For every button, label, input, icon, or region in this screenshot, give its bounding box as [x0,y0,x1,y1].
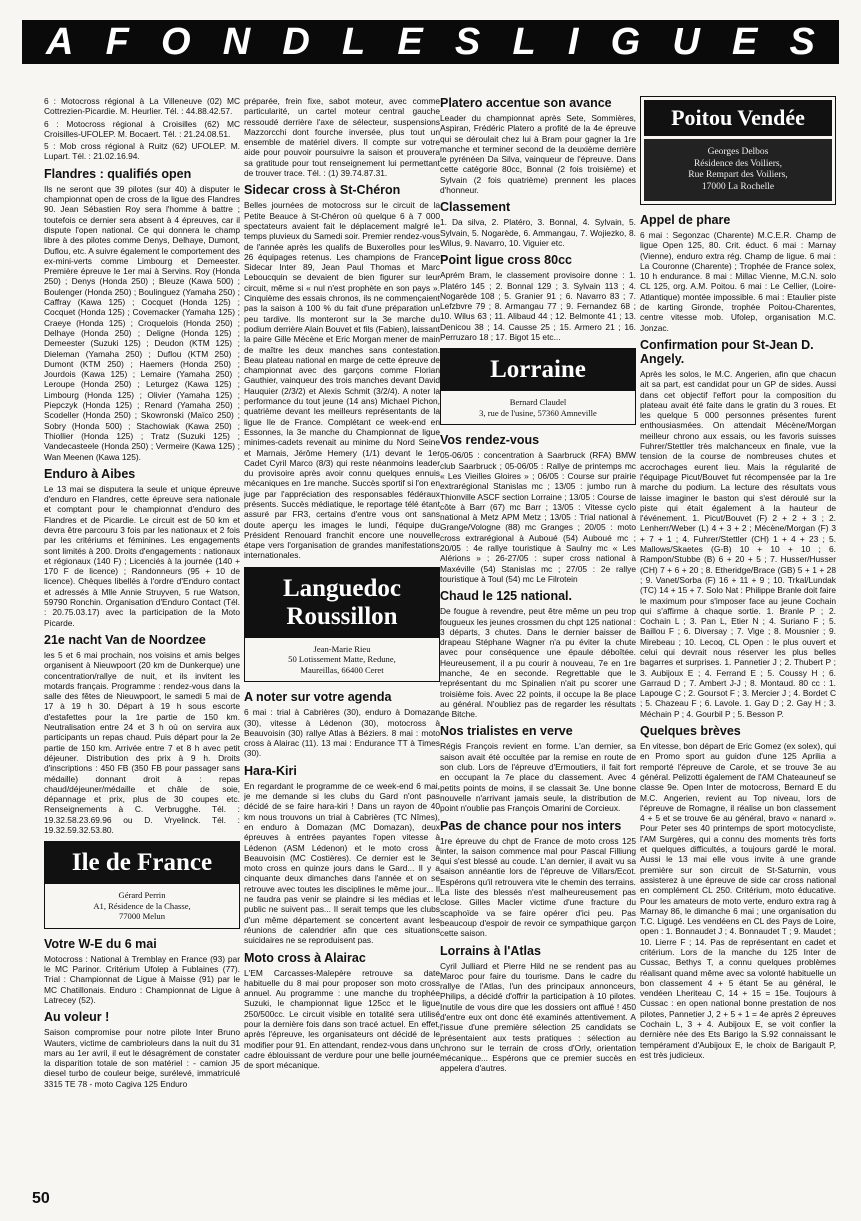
region-box-ile-de-france [44,841,240,929]
article-heading: Confirmation pour St-Jean D. Angely. [640,337,814,366]
article-heading: Chaud le 125 national. [440,589,572,604]
region-box-languedoc-roussillon [244,567,440,683]
region-title: Languedoc Roussillon [245,568,439,638]
article-text: Le 13 mai se disputera la seule et unique épreuve d'enduro en Flandres, cette épreuve sera nationale et comptant pour le championnat d'enduro des Flandres et de Picardie. Le circuit est de 50 km et devra être parcouru 3 fois par les nationaux et 2 fois par les critériums et féminines. Les engagements sont limités à 200. Droits d'engagements : nationaux et régionaux (140 F) ; Licenciés à la journée (140 + 170 F de licence) ; Randonneurs (95 + 10 de licence). Chèques libellés à l'ordre d'Enduro contact et adressés à Mlle Annie Struyven, 5 rue Watson, 59790 Ronchin. Organisation d'Enduro Contact (Tél. : 20.75.03.17) avec la participation de la Moto Picarde. [44,483,240,628]
article-text: Belles journées de motocross sur le circuit de la Petite Beauce à St-Chéron où quelque 6 à 7 000 spectateurs avaient fait le déplacement malgré le temps pluvieux du Samedi soir. Premier rendez-vous de l'année après les qualifs de Buxerolles pour les 26 équipages retenus. Les champions de France Sidecar Inter 89, Jean Paul Thomas et Marc Leboucquin se devaient de bien figurer sur leur circuit, même si « nul n'est prophète en son pays ». Cinquième des essais chronos, ils ne commençaient pas la saison à 100 % du fait d'une préparation un peu tardive. Ils monteront sur la 3e marche du podium derrière Alain Bouvet et fils (Fabien), laissant la paire Gille Mécène et Eric Morgan mener de main de maître les deux manches sans contestation. Beau plateau national en marge de cette épreuve de championnat avec des garçons comme Florian Gauthier, vainqueur des trois manches devant David Hauquier (2/3/2) et Alexis Schmit (3/2/4). A noter la performance du tout jeune (14 ans) Michael Pichon, quatrième devant les meilleurs représentants de la ligue Ile de France. Complétant ce week-end en Essonnes, la 3e manche du Championnat de ligue minimes-cadets revenait au minime du Nord Seine et Marnais, Jérôme Hemery (1/1) devant le 1er Cadet Cyril Marco (8/3) qui reste néanmoins leader du provisoire après avoir connu quelques ennuis mécaniques en 1re manche. Succès sportif si l'on en juge par l'appréciation des responsables fédéraux présents. Succès médiatique, le reportage télé étant assuré par FR3, certains d'entre vous ont sans doute aperçu les images le lundi, l'équipe du Président Renouard franchit encore une nouvelle étape vers l'organisation de grandes manifestations internationales. [244,200,440,561]
article-text: Cyril Julliard et Pierre Hild ne se rendent pas au Maroc pour faire du tourisme. Dans le cadre du rallye de l'Atlas, l'un des principaux annonceurs, Philips, a décidé d'offrir la participation à 10 pilotes. Inutile de vous dire que les dossiers ont afflué ! 450 d'entre eux ont donc été examinés attentivement. A l'issue d'une première sélection 25 candidats se présentaient aux tests pratiques : sélection au chrono sur le terrain de cross d'Orly, orientation mécanique... Espérons que ce premier succès en appelera d'autres. [440,960,636,1074]
event-line: 5 : Mob cross régional à Ruitz (62) UFOLEP. M. Lupart. Tél. : 21.02.16.94. [44,141,240,162]
region-address [45,884,239,928]
article-text: Régis François revient en forme. L'an dernier, sa saison avait été occultée par la remise en route de son club. Lors de l'épreuve d'Ermoutiers, il fait fort en occupant la 7e place du classement. Avec 4 petits points de moins, il se classait 3e. Une bonne nouvelle n'arrivant jamais seule, la distribution de point n'oublie pas François Omarini de Corcieux. [440,741,636,814]
article-heading: Lorrains à l'Atlas [440,943,541,958]
article-text: Saison compromise pour notre pilote Inter Bruno Wauters, victime de cambrioleurs dans la nuit du 31 mars au 1er avril, il eut le désagrément de constater la disparition totale de son matériel : - camion J5 diesel turbo de couleur beige, surélevé, immatriculé 3315 TE 78 - moto Cagiva 125 Enduro [44,1027,240,1089]
section-banner [22,20,839,64]
region-box-poitou-vendee [640,96,836,205]
banner-letter: L [342,21,366,63]
address-line: 50 Lotissement Matte, Redune, [288,654,396,665]
region-box-lorraine [440,348,636,425]
article-text: les 5 et 6 mai prochain, nos voisins et amis belges organisent à Nieuwpoort (20 km de Dunkerque) une concentration/rallye de nuit, et ils invitent les motards français. Programme : rendez-vous dans la salle des fêtes de Nieuwpoort, le samedi 5 mai de 17 à 19 h 30. Départ à 19 h sous escorte d'estafettes pour la 1re partie de 150 km. Neutralisation entre 24 et 3 h où on servira aux participants un repas chaud. Puis départ pour la 2e partie de 150 km. Arrivée entre 7 et 8 h avec petit déjeuner. Distribution des prix à 9 h. Droits d'inscriptions : 450 FB (350 FB pour passager sans médaille) donnant droit à : repas chaud/déjeuner/médaille et châle de soie, dépannage et prix, plus de 30 coupes etc. Renseignements à C. Verbrugghe. Tél. : 19.32.58.23.69.96 ou D. Vryelinck. Tél. : 19.32.59.32.53.80. [44,649,240,835]
article-text: Ils ne seront que 39 pilotes (sur 40) à disputer le championnat open de cross de la ligue des Flandres 90. Jean Sébastien Roy sera l'homme à battre ; toutefois ce dernier sera absent à 4 épreuves, car il dispute l'open national. Ce qui donnera le champ libre à des pilotes comme Denys, Delhaye, Dumont, Duflou, etc. A suivre également le comportement des ex-mini-verts comme Limbourg et Demeester. Première épreuve le 1er mai à Servins. Roy (Honda 250) ; Denys (Honda 250) ; Bleuze (Kawa 500) ; Boulenger (Honda 250) ; Boulinguez (Yamaha 250) ; Caffray (Kawa 125) ; Cocquet (Honda 125) ; Cocquet (Honda 125) ; Covemacker (Yamaha 125) ; Craeye (Honda 125) ; Croquelois (Honda 250) ; Delhaye (Honda 250) ; Deligne (Honda 125) ; Demeester (Suzuki 125) ; Deudon (KTM 125) ; Dieleman (Yamaha 250) ; Duflou (KTM 250) ; Dumont (KTM 250) ; Haemers (Honda 250) ; Jourdois (Kawa 125) ; Lemaire (Yamaha 250) ; Leroupe (Honda 250) ; Leturgez (Kawa 125) ; Limbourg (Honda 125) ; Olivier (Yamaha 125) ; Piepczyk (Honda 125) ; Renard (Yamaha 250) ; Scodeller (Honda 250) ; Skowronski (Maïco 250) ; Sobry (Honda 500) ; Stachowiak (Kawa 250) ; Thiollier (Honda 125) ; Tratz (Suzuki 125) ; Vandecasteele (Honda 250) ; Vermeire (Kawa 125) ; Wan Meenen (Kawa 125). [44,183,240,462]
region-address [441,391,635,424]
banner-letter: U [672,21,700,63]
banner-letter: N [222,21,251,63]
banner-letter: S [454,21,481,63]
article-heading: Classement [440,200,511,215]
article-heading: Hara-Kiri [244,763,297,778]
address-line: Jean-Marie Rieu [313,643,371,654]
banner-letter: E [731,21,758,63]
region-address [644,139,832,201]
article-heading: Au voleur ! [44,1010,110,1025]
banner-letter: O [161,21,191,63]
banner-letter: L [512,21,536,63]
address-line: 17000 La Rochelle [701,181,775,192]
article-text: 6 mai : Segonzac (Charente) M.C.E.R. Champ de ligue Open 125, 80. Crit. éduct. 6 mai : Marnay (Vienne), enduro extra rég. Champ de ligue. 6 mai : La Couronne (Charente) ; Trophée de France solex, 10 h endurance. 8 mai : Millac Vienne, M.C.N. solo CL 125, org. A.M. Poitou. 6 mai : Le Cellier, (Loire-Atlantique) montée impossible. 6 mai : Etaulier piste de karting Gironde, trophée Poitou-Charentes, centre vitesse mob. Ufolep, organisation M.C. Jonzac. [640,230,836,333]
page-number: 50 [32,1190,50,1207]
address-line: A1, Résidence de la Chasse, [93,900,191,911]
address-line: 77000 Melun [118,911,166,922]
event-line: 6 : Motocross régional à La Villeneuve (02) MC Cottrezien-Picardie. M. Heurlier. Tél. : 44.88.42.57. [44,96,240,117]
article-text: L'EM Carcasses-Malepère retrouve sa date habituelle du 8 mai pour proposer son moto cross annuel. Au programme : une manche du trophée Suzuki, le championnat ligue 125cc et le ligue 250/500cc. Le circuit visible en totalité sera utilisé pour la dernière fois dans son tracé actuel. En effet, après l'épreuve, les organisateurs ont décidé de le modifier pour 91. En attendant, rendez-vous dans un cadre éblouissant de verdure pour une belle journée de sport mécanique. [244,967,440,1071]
article-text: De fougue à revendre, peut être même un peu trop fougueux les jeunes crossmen du chpt 125 national : 3 départs, 3 chutes. Dans le dernier baisser de drapeau Stéphane Wagner n'a pu éviter la chute avec pour conséquence une épaule déboîtée. Heureusement, il a pu courir à nouveau, 7e en 1re manche, 4e en seconde. Regrettable que le représentant du mc Spinalien n'ait pu scorer une troisième fois. Avec 22 points, il occupe la 8e place au général. N'oubliez pas de regarder les résultats de Bitche. [440,606,636,720]
banner-letter: D [282,21,310,63]
banner-letter: G [610,21,641,63]
address-line: Bernard Claudel [509,397,567,408]
article-text: 05-06/05 : concentration à Saarbruck (RFA) BMW club Saarbruck ; 05-06/05 : Rallye de printemps mc « Les Vieilles Gloires » ; 06/05 : Course sur prairie extrarégional Stanislas mc ; 13/05 : jumbo run à Thionville ASCF section Lorraine ; 13/05 : Course de côte à Barr (67) mc Barr ; 13/05 : Vitesse cyclo national à Metz APM Metz ; 13/05 : Trial national à Grange/Vologne (88) mc Granges ; 20/05 : moto cross extrarégional à Auboué (54) Auboué mc ; 20/05 : 4e rallye touristique à Saulny mc « Les Alérions » ; 26-27/05 : super cross national à Maxéville (54) Stanislas mc ; 27/05 : 2e rallye touristique à Toul (54) mc Le Filrotein [440,450,636,584]
banner-letter: E [397,21,423,63]
article-heading: Votre W-E du 6 mai [44,936,157,951]
column-1 [44,96,240,1196]
article-heading: Quelques brèves [640,724,741,739]
article-heading: Nos trialistes en verve [440,724,573,739]
article-text: Leader du championnat après Sete, Sommières, Aspiran, Frédéric Platero a profité de la 4e épreuve qui se déroulait chez lui à Bram pour gagner la 1re manche et terminer second de la deuxième derrière le pyrénéen Da Silva, vainqueur de l'épreuve. Dans cette catégorie 80cc, Bonnal (2 fois troisième) et Sylvain (2 fois quatrième) prennent les places d'honneur. [440,113,636,196]
article-text: Après les solos, le M.C. Angerien, afin que chacun ait sa part, est candidat pour un GP de sides. Aussi dans cet objectif l'effort pour la composition du plateau avait été faite dans le gratin du 3 roues. Et les quelque 5 000 personnes présentes furent enthousiasmées. On attendait Mécène/Morgan meilleur chrono aux essais, ou les favoris suisses Fuhrer/Stettler très malchanceux en finale, vue la tension de la course de nombreuses chutes et accrochages eurent lieu. Mais la régularité de l'équipage Picut/Bouvet fut récompensée par la 1re marche du podium. La lecture des résultats vous laisse imaginer le baston qui s'est déroulé sur la piste qui était également à la hauteur de l'événement. 1. Picut/Bouvet (F) 2 + 2 + 3 ; 2. Lenherr/Weber (L) 4 + 3 + 2 ; Mécène/Morgan (F) 3 + 7 + 1 ; 4. Fuhrer/Stettler (CH) 1 + 4 + 23 ; 5. Mallows/Skaetes (G-B) 10 + 10 + 10 ; 6. Rampon/Stubbe (B) 6 + 20 + 5 ; 7. Husser/Husser (CH) 7 + 6 + 20 ; 8. Etheridge/Brace (GB) 5 + 1 + 28 ; 9. Vanet/Sorba (F) 16 + 11 + 9 ; 10. Trkal/Lundak (TC) 14 + 15 + 7. Solo Nat : Philippe Branle doit faire le maximum pour s'imposer face au jeune Cochain qui s'affirme à chaque sortie. 1. Branle P ; 2. Cochain L ; 3. Pan L, Etier N ; 4. Suriano F ; 5. Baillou F ; 6. Diversay ; 7. Vige ; 8. Mousnier ; 9. Mirebeau ; 10. Lecoq, CL Open : le plus ouvert et celui qui devrait nous réserver les plus belles bagarres et surprises. 1. Pannetier J ; 2. Thubert P ; 3. Aubijoux E ; 4. Ferrand E ; 5. Coussy H ; 6. Garraud D ; 7. Ambert J-J ; 8. Montaud. 80 cc : 1. Lapouge C ; 2. Goursot F ; 3. Mercier J ; 4. Bordet C ; 5. Chazeau F ; 6. Lavole. 1. Gay D ; 2. Gay H ; 3. Méchain P ; 4. Gourbil P ; 5. Besson P. [640,368,836,719]
article-text: En vitesse, bon départ de Eric Gomez (ex solex), qui en Promo sport au guidon d'une 125 Aprilia a remporté l'épreuve de Carole, et se trouve 3e au général. Pelizotti également de l'AM Chateauneuf se classe 9e. Open Inter de motocross, Bernard E du M.C. Angerien, revient au Top niveau, lors de l'épreuve de Romagne, il réalise un bon classement 4 + 5 et se trouve 6e au général, bravo « nanard ». Pour Peter ses 40 printemps de sport motocycliste, l'AM Surgères, qui a connu des moments très forts et quelques difficultés, a toujours gardé le moral. Aussi le 13 mai elle vous invite à une grande première sur son circuit de St-Saturnin, vous assisterez à une épreuve de side car cross national en complément CL 250. Critérium, moto éducative. Pour les amateurs de moto verte, enduro extra rag à Marnay 86, le dimanche 6 mai ; une organisation du T.C. Ligugé. Les vendéens en CL des Pays de Loire, open : 1. Bonnaudet J ; 4. Bonnaudet T ; 9. Maudet ; 10. Lierre F ; 14. Pas de représentant en cadet et critérium. Lors de la manche du 125 Inter de Cussac, Bethys T, a connu quelques problèmes réalisant quand même avec sa volonté habituelle un bon classement 4 + 5 étant 5e au général, le vendéen Lheriteau C, 14 + 15 = 15e. Toujours à Cussac : en open national bonne prestation de nos pilotes, Pannetier J, 2 + 5 + 1 = 4e après 2 épreuves Cochain L, 3 + 4. Aubijoux E, se voit confier la dernière née des Ets Barigo la S.92 connaissant le tempérament d'Aubijoux E, le choix de Barigault P, est très judicieux. [640,741,836,1060]
event-line: 6 : Motocross régional à Croisilles (62) MC Croisilles-UFOLEP. M. Bocaert. Tél. : 21.24.08.51. [44,118,240,139]
article-heading: Point ligue cross 80cc [440,253,572,268]
article-heading: Flandres : qualifiés open [44,166,192,181]
article-text: 1re épreuve du chpt de France de moto cross 125 inter, la saison commence mal pour Pascal Filliung qui s'est blessé au coude. L'an dernier, il avait vu sa saison annéantie lors de l'épreuve de Villars/Ecot. Espérons qu'il retrouvera vite le chemin des terrains. La liste des blessés n'est malheureusement pas close. Gilles Macler victime d'une fracture du scaphoïde va se faire opérer d'ici peu. Pas beaucoup d'espoir de revoir ce sympathique garçon cette saison. [440,835,636,939]
article-text: Motocross : National à Tremblay en France (93) par le MC Parinor. Critérium Ufolep à Fublaines (77). Trial : Championnat de Ligue à Maisse (91) par le MC Chatillonais. Enduro : Championnat de Ligue à Latrecey (52). [44,953,240,1005]
region-title: Lorraine [441,349,635,391]
column-3 [440,96,636,1192]
article-text: Aprém Bram, le classement provisoire donne : 1. Platéro 145 ; 2. Bonnal 129 ; 3. Sylvain 113 ; 4. Nogarède 108 ; 5. Granier 91 ; 6. Navarro 83 ; 7. Lefzbvre 79 ; 8. Armangau 77 ; 9. Fernandez 68 ; 10. Wilus 63 ; 11. Alibaud 44 ; 12. Belmonte 41 ; 13. Denicou 38 ; 14. Causse 25 ; 15. Armero 21 ; 16. Perruzaro 18 ; 17. Bigot 15 etc... [440,270,636,343]
column-2 [244,96,440,1192]
address-line: Rue Rempart des Voiliers, [688,170,788,180]
address-line: Gérard Perrin [118,890,166,901]
region-address [245,638,439,682]
article-heading: Appel de phare [640,213,731,227]
article-heading: Enduro à Aibes [44,466,136,481]
column-4 [640,96,836,1192]
banner-letter: F [105,21,129,63]
banner-letter: A [46,21,74,63]
region-title: Ile de France [45,842,239,884]
address-line: 3, rue de l'usine, 57360 Amneville [479,407,597,418]
article-heading: Sidecar cross à St-Chéron [244,183,401,198]
region-title: Poitou Vendée [644,100,832,136]
article-heading: Vos rendez-vous [440,433,540,448]
banner-letter: I [567,21,579,63]
article-text: En regardant le programme de ce week-end 6 mai, je me demande si les clubs du Gard n'ont pas décidé de se faire hara-kiri ! Dans un rayon de 40 km nous trouvons un trial à Cabrières (TC Nîmes), en enduro à Domazan (MC Domazan), deux épreuves à entrées payantes l'open vitesse à Lédenon (ASM Lédenon) et le moto cross à Beauvoisin (MC Costières). Ce dernier est le 3e moto cross en quinze jours dans le Gard... Il y a cinquante deux dimanches dans l'année et on se retrouve avec toutes les disciplines le même jour... Il ne faudra pas venir se plaindre si les médias et le public ne suivent pas... Il serait temps que les clubs d'un même département se concertent avant les réunions de calendrier afin que ces situations suicidaires ne se reproduisent pas. [244,780,440,946]
banner-letter: S [789,21,815,63]
article-heading: Moto cross à Alairac [244,950,366,965]
article-heading: Pas de chance pour nos inters [440,818,622,833]
article-text: préparée, frein fixe, sabot moteur, avec comme particularité, un cartel moteur central gauche ressoudé derrière l'axe de sélecteur, suspensions Mazzorcchi dont fourche inversée, plus tout un ensemble de matériel divers. Il compte sur votre aide pour pouvoir poursuivre la saison et prouvera sa gratitude pour tout renseignement lui permettant de trouver trace. Tél. : (1) 39.74.87.31. [244,96,440,179]
address-line: Maureillas, 66400 Ceret [300,664,384,675]
article-text: 6 mai : trial à Cabrières (30), enduro à Domazan (30), vitesse à Lédenon (30), motocross à Beauvoisin (30) rallye Atlas à Béziers. 8 mai : moto cross à Alairac (11). 13 mai : Endurance TT à Times (30). [244,707,440,759]
article-heading: 21e nacht Van de Noordzee [44,632,206,647]
article-heading: Platero accentue son avance [440,96,612,110]
article-heading: A noter sur votre agenda [244,690,392,705]
address-line: Résidence des Voiliers, [693,158,783,169]
article-text: 1. Da silva, 2. Platéro, 3. Bonnal, 4. Sylvain, 5. Sylvain, 5. Nogarède, 6. Ammangau, 7. Wojiezko, 8. Wilus, 9. Navarro, 10. Viguier etc. [440,217,636,248]
address-line: Georges Delbos [707,147,769,157]
